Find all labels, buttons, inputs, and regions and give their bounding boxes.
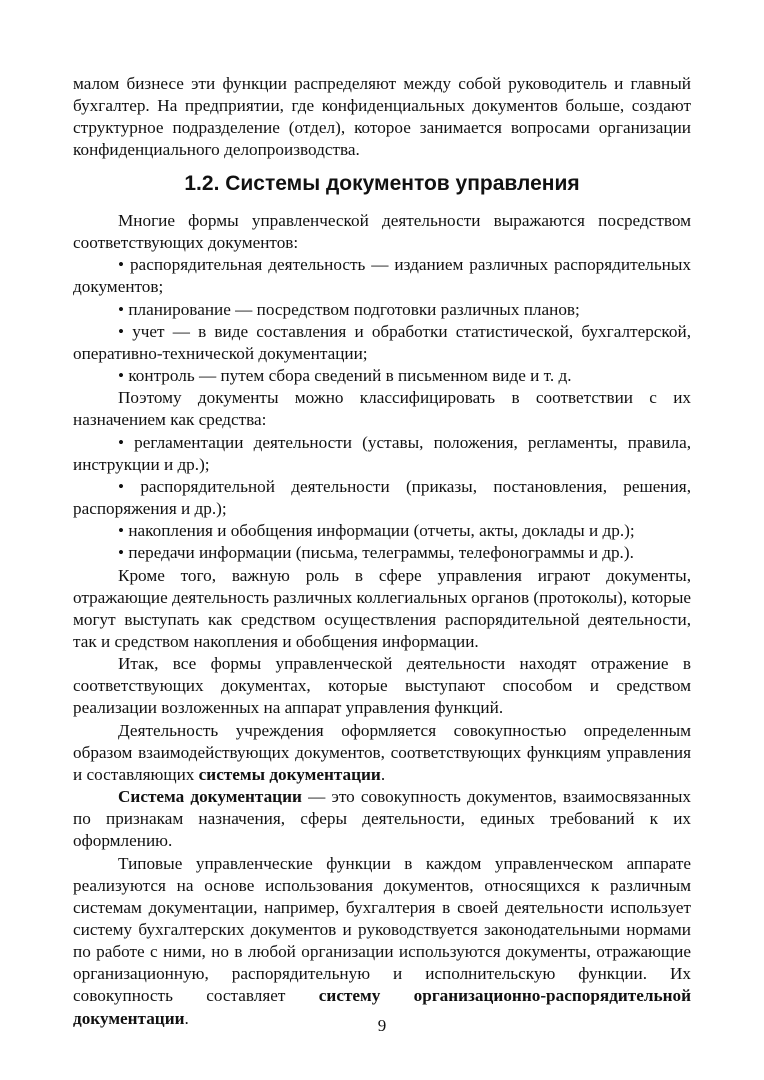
period: . (184, 1008, 189, 1028)
section-title: 1.2. Системы документов управления (184, 172, 580, 195)
typical-functions-text: Типовые управленческие функции в каждом управленческом аппарате реализуются на основе использования документов, относящихся к различным системам документации, например, бухгалтерия в своей деятельности использует систему бухгалтерских документов и руководствуется законодательными нормами по работе с ними, но в любой организации используются документы, отражающие организационную, распорядительную и исполнительскую функции. Их совокупность составляет (73, 853, 691, 1006)
list-item: • регламентации деятельности (уставы, положения, регламенты, правила, инструкции и др.); (73, 432, 691, 474)
paragraph-typical-functions (73, 853, 691, 1030)
list-item: • распорядительной деятельности (приказы, постановления, решения, распоряжения и др.); (73, 476, 691, 519)
list-item: • учет — в виде составления и обработки статистической, бухгалтерской, оперативно-технической документации; (73, 321, 691, 363)
period: . (380, 764, 386, 784)
paragraph-summary: Итак, все формы управленческой деятельности находят отражение в соответствующих документах, которые выступают способом и средством реализации возложенных на аппарат управления функций. (73, 654, 691, 718)
paragraph-activity (73, 720, 691, 786)
list-item: • планирование — посредством подготовки различных планов; (118, 299, 580, 319)
list-item: • передачи информации (письма, телеграммы, телефонограммы и др.). (118, 543, 634, 563)
paragraph-forms: Многие формы управленческой деятельности выражаются посредством соответствующих документов: (73, 211, 691, 253)
term-documentation-system: Система документации (118, 787, 302, 807)
main-text (73, 210, 691, 1030)
intro-block (73, 73, 691, 162)
list-item: • накопления и обобщения информации (отчеты, акты, доклады и др.); (118, 521, 635, 541)
term-documentation-systems: системы документации (198, 764, 381, 784)
term-org-admin-documentation: систему организационно-распорядительной документации (73, 986, 691, 1028)
list-item: • распорядительная деятельность — изданием различных распорядительных документов; (73, 255, 691, 297)
list-item: • контроль — путем сбора сведений в письменном виде и т. д. (118, 366, 572, 386)
intro-paragraph: малом бизнесе эти функции распределяют между собой руководитель и главный бухгалтер. На предприятии, где конфиденциальных документов больше, создают структурное подразделение (отдел), которое занимается вопросами организации конфиденциального делопроизводства. (73, 74, 691, 160)
paragraph-collegial: Кроме того, важную роль в сфере управления играют документы, отражающие деятельность различных коллегиальных органов (протоколы), которые могут выступать как средством осуществления распорядительной деятельности, так и средством накопления и обобщения информации. (73, 565, 691, 651)
page-number: 9 (377, 1016, 387, 1035)
paragraph-classification: Поэтому документы можно классифицировать в соответствии с их назначением как средства: (73, 388, 691, 430)
paragraph-definition (73, 786, 691, 852)
paragraph-activity-text: Деятельность учреждения оформляется совокупностью определенным образом взаимодействующих документов, соответствующих функциям управления и составляющих (73, 720, 691, 784)
definition-text: — это совокупность документов, взаимосвязанных по признакам назначения, сферы деятельности, единых требований к их оформлению. (73, 787, 691, 851)
